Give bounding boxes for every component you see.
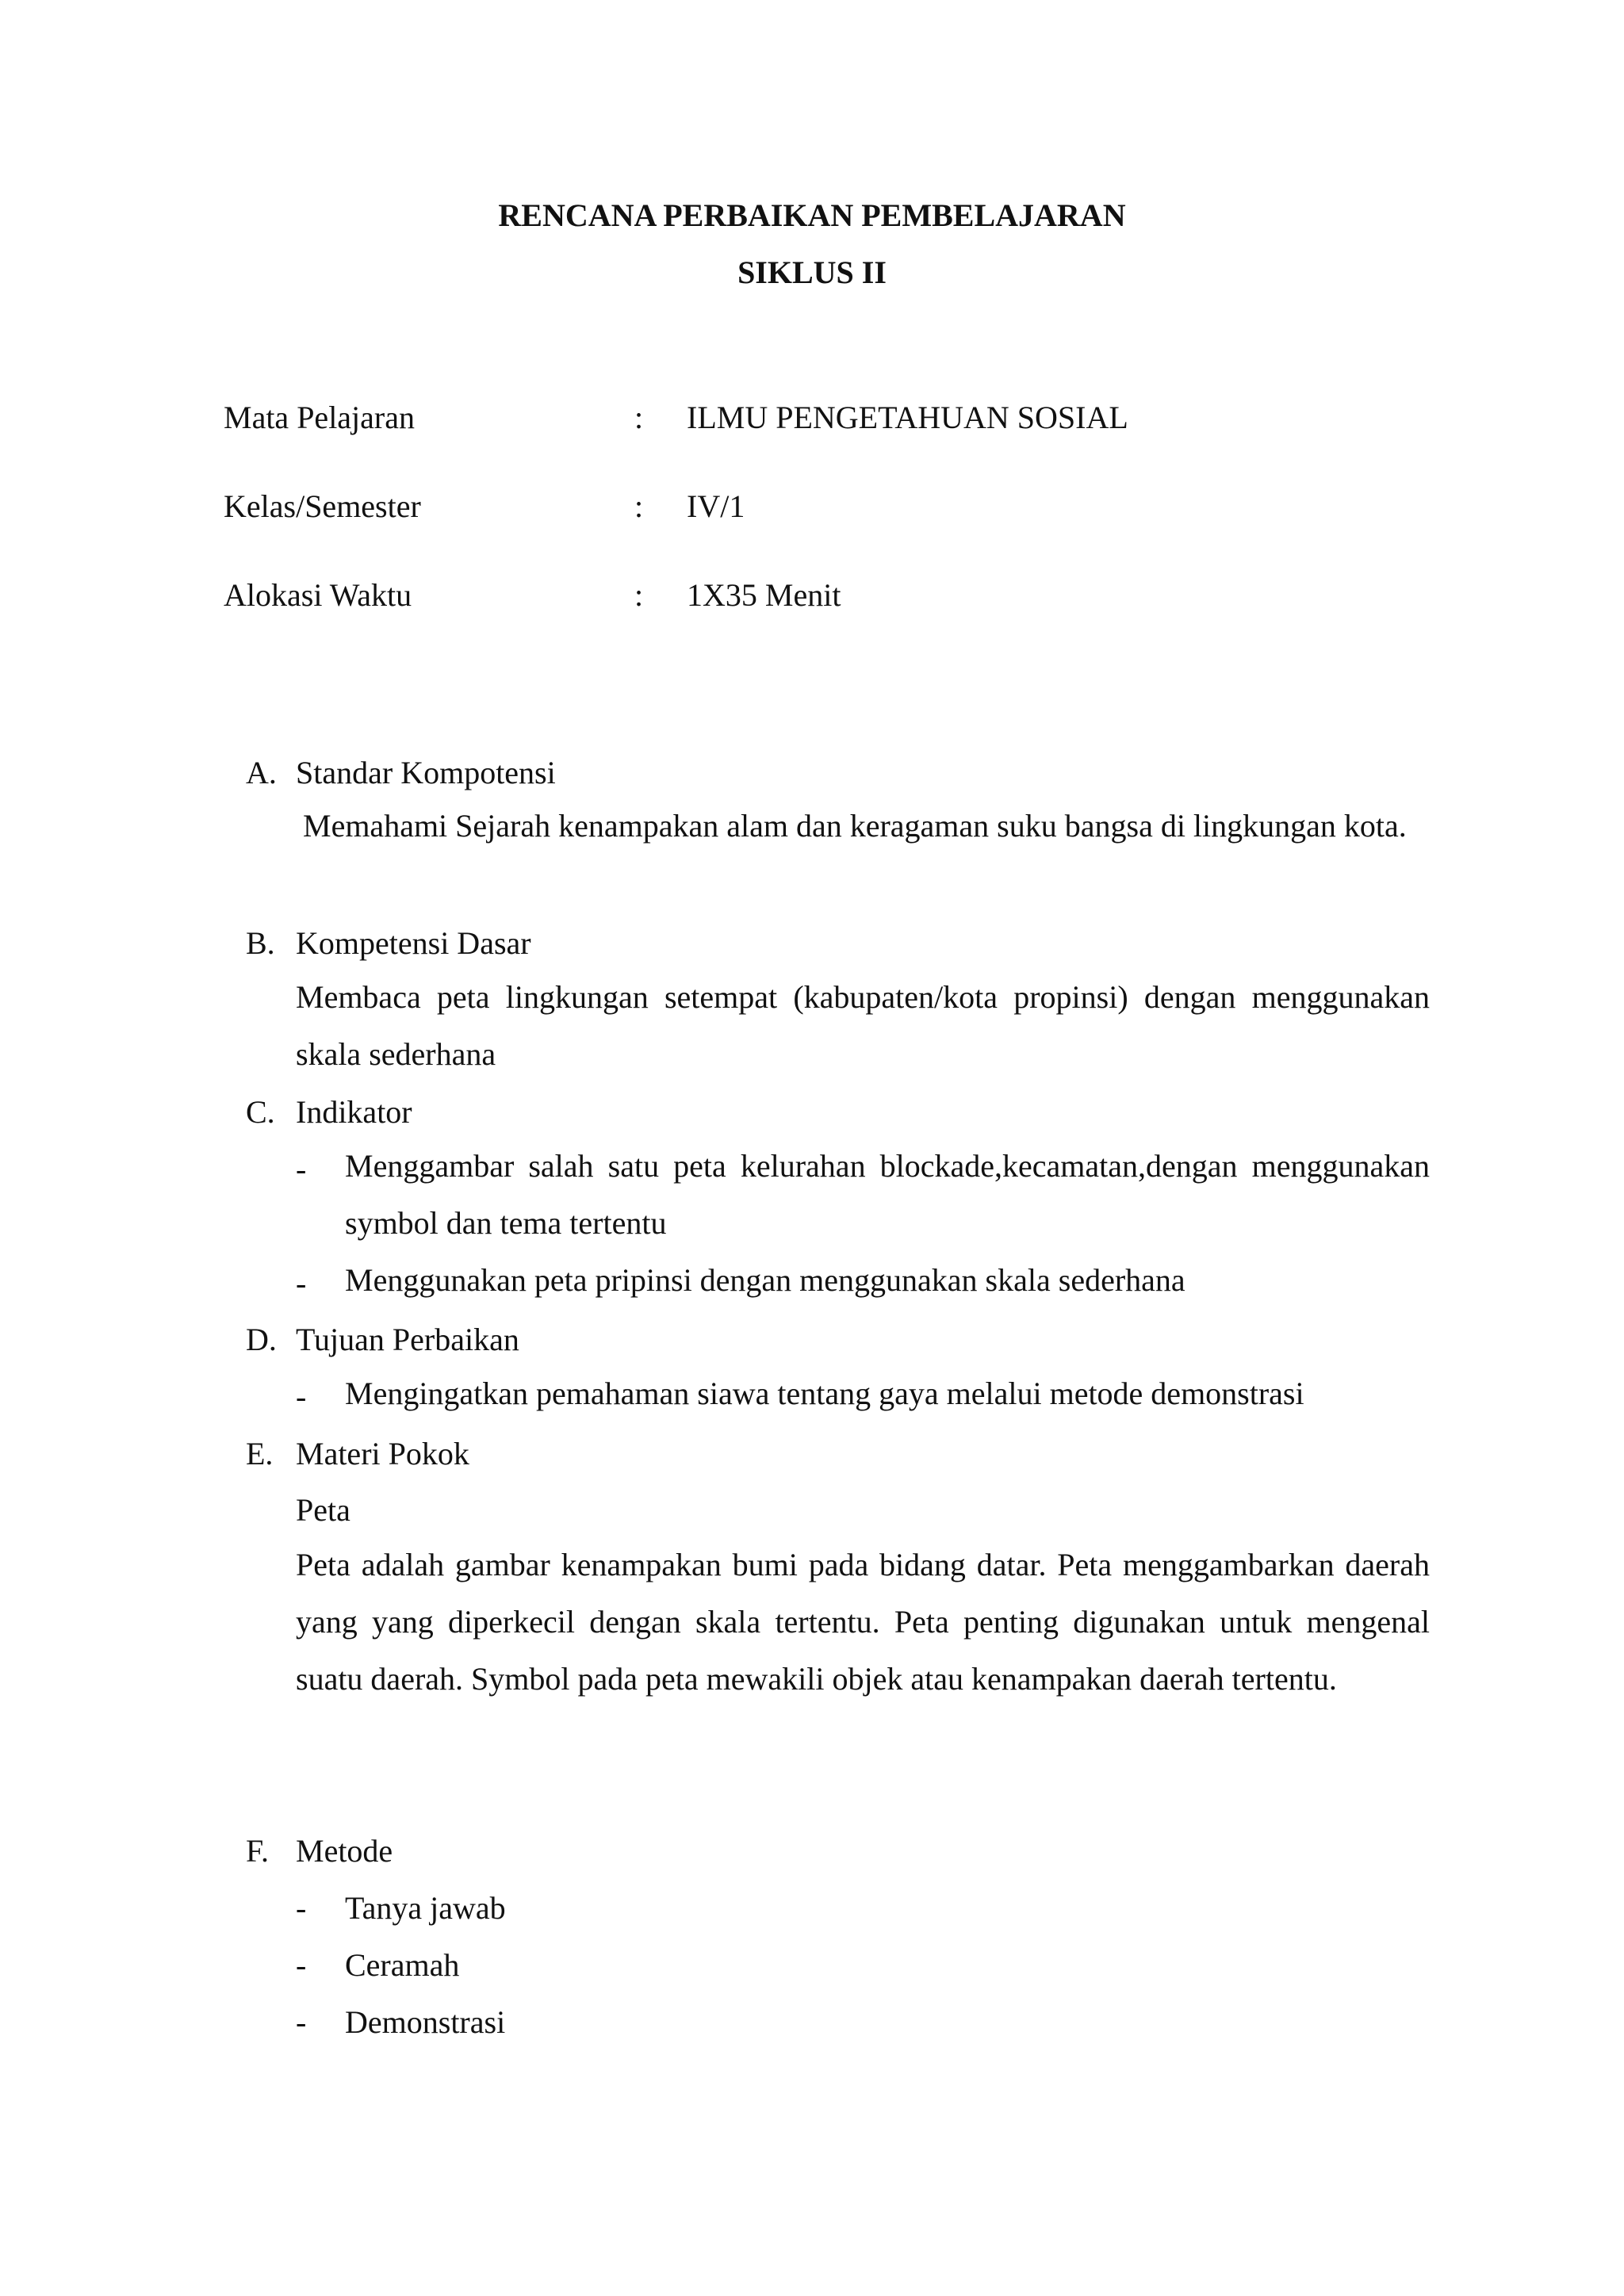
document-title: RENCANA PERBAIKAN PEMBELAJARAN (498, 197, 1126, 233)
section-d-letter: D. (246, 1322, 277, 1357)
section-f-letter: F. (246, 1833, 270, 1869)
section-c-letter: C. (246, 1094, 275, 1130)
section-c-bullet-1: Menggambar salah satu peta kelurahan blockade,kecamatan,dengan menggunakan symbol dan tema tertentu (345, 1148, 1430, 1241)
section-e-letter: E. (246, 1436, 274, 1471)
meta-label: Mata Pelajaran (224, 400, 415, 435)
meta-label: Alokasi Waktu (224, 577, 412, 613)
meta-label: Kelas/Semester (224, 488, 421, 524)
section-e-subtitle: Peta (296, 1492, 350, 1528)
meta-colon: : (634, 577, 644, 613)
section-a-text: Memahami Sejarah kenampakan alam dan keragaman suku bangsa di lingkungan kota. (303, 808, 1407, 844)
meta-row-mata-pelajaran (0, 399, 1624, 438)
bullet-marker: - (296, 1265, 307, 1301)
section-c-bullet-2: Menggunakan peta pripinsi dengan menggunakan skala sederhana (345, 1262, 1185, 1298)
section-f-bullet-1: Tanya jawab (345, 1890, 506, 1926)
meta-value: IV/1 (687, 488, 745, 524)
section-f-bullet-3: Demonstrasi (345, 2004, 506, 2040)
section-a-letter: A. (246, 755, 277, 790)
section-c-title: Indikator (296, 1094, 412, 1130)
section-e-text: Peta adalah gambar kenampakan bumi pada bidang datar. Peta menggambarkan daerah yang yang diperkecil dengan skala tertentu. Peta penting digunakan untuk mengenal suatu daerah. Symbol pada peta mewakili objek atau kenampakan daerah tertentu. (296, 1547, 1430, 1697)
meta-colon: : (634, 488, 644, 524)
meta-colon: : (634, 400, 644, 435)
section-d-title: Tujuan Perbaikan (296, 1322, 519, 1357)
section-b-letter: B. (246, 925, 275, 961)
section-f-bullet-2: Ceramah (345, 1947, 460, 1983)
section-d-bullet-1: Mengingatkan pemahaman siawa tentang gaya melalui metode demonstrasi (345, 1376, 1304, 1411)
bullet-marker: - (296, 1890, 307, 1926)
section-f-title: Metode (296, 1833, 393, 1869)
section-b-text: Membaca peta lingkungan setempat (kabupaten/kota propinsi) dengan menggunakan skala sederhana (296, 979, 1430, 1072)
bullet-marker: - (296, 1379, 307, 1414)
meta-value: ILMU PENGETAHUAN SOSIAL (687, 400, 1128, 435)
bullet-marker: - (296, 1947, 307, 1983)
section-a-title: Standar Kompotensi (296, 755, 556, 790)
meta-row-alokasi-waktu (0, 576, 1624, 616)
meta-row-kelas-semester (0, 488, 1624, 527)
meta-value: 1X35 Menit (687, 577, 841, 613)
section-e-title: Materi Pokok (296, 1436, 469, 1471)
document-subtitle: SIKLUS II (737, 254, 887, 290)
bullet-marker: - (296, 1151, 307, 1187)
bullet-marker: - (296, 2004, 307, 2040)
section-b-title: Kompetensi Dasar (296, 925, 531, 961)
